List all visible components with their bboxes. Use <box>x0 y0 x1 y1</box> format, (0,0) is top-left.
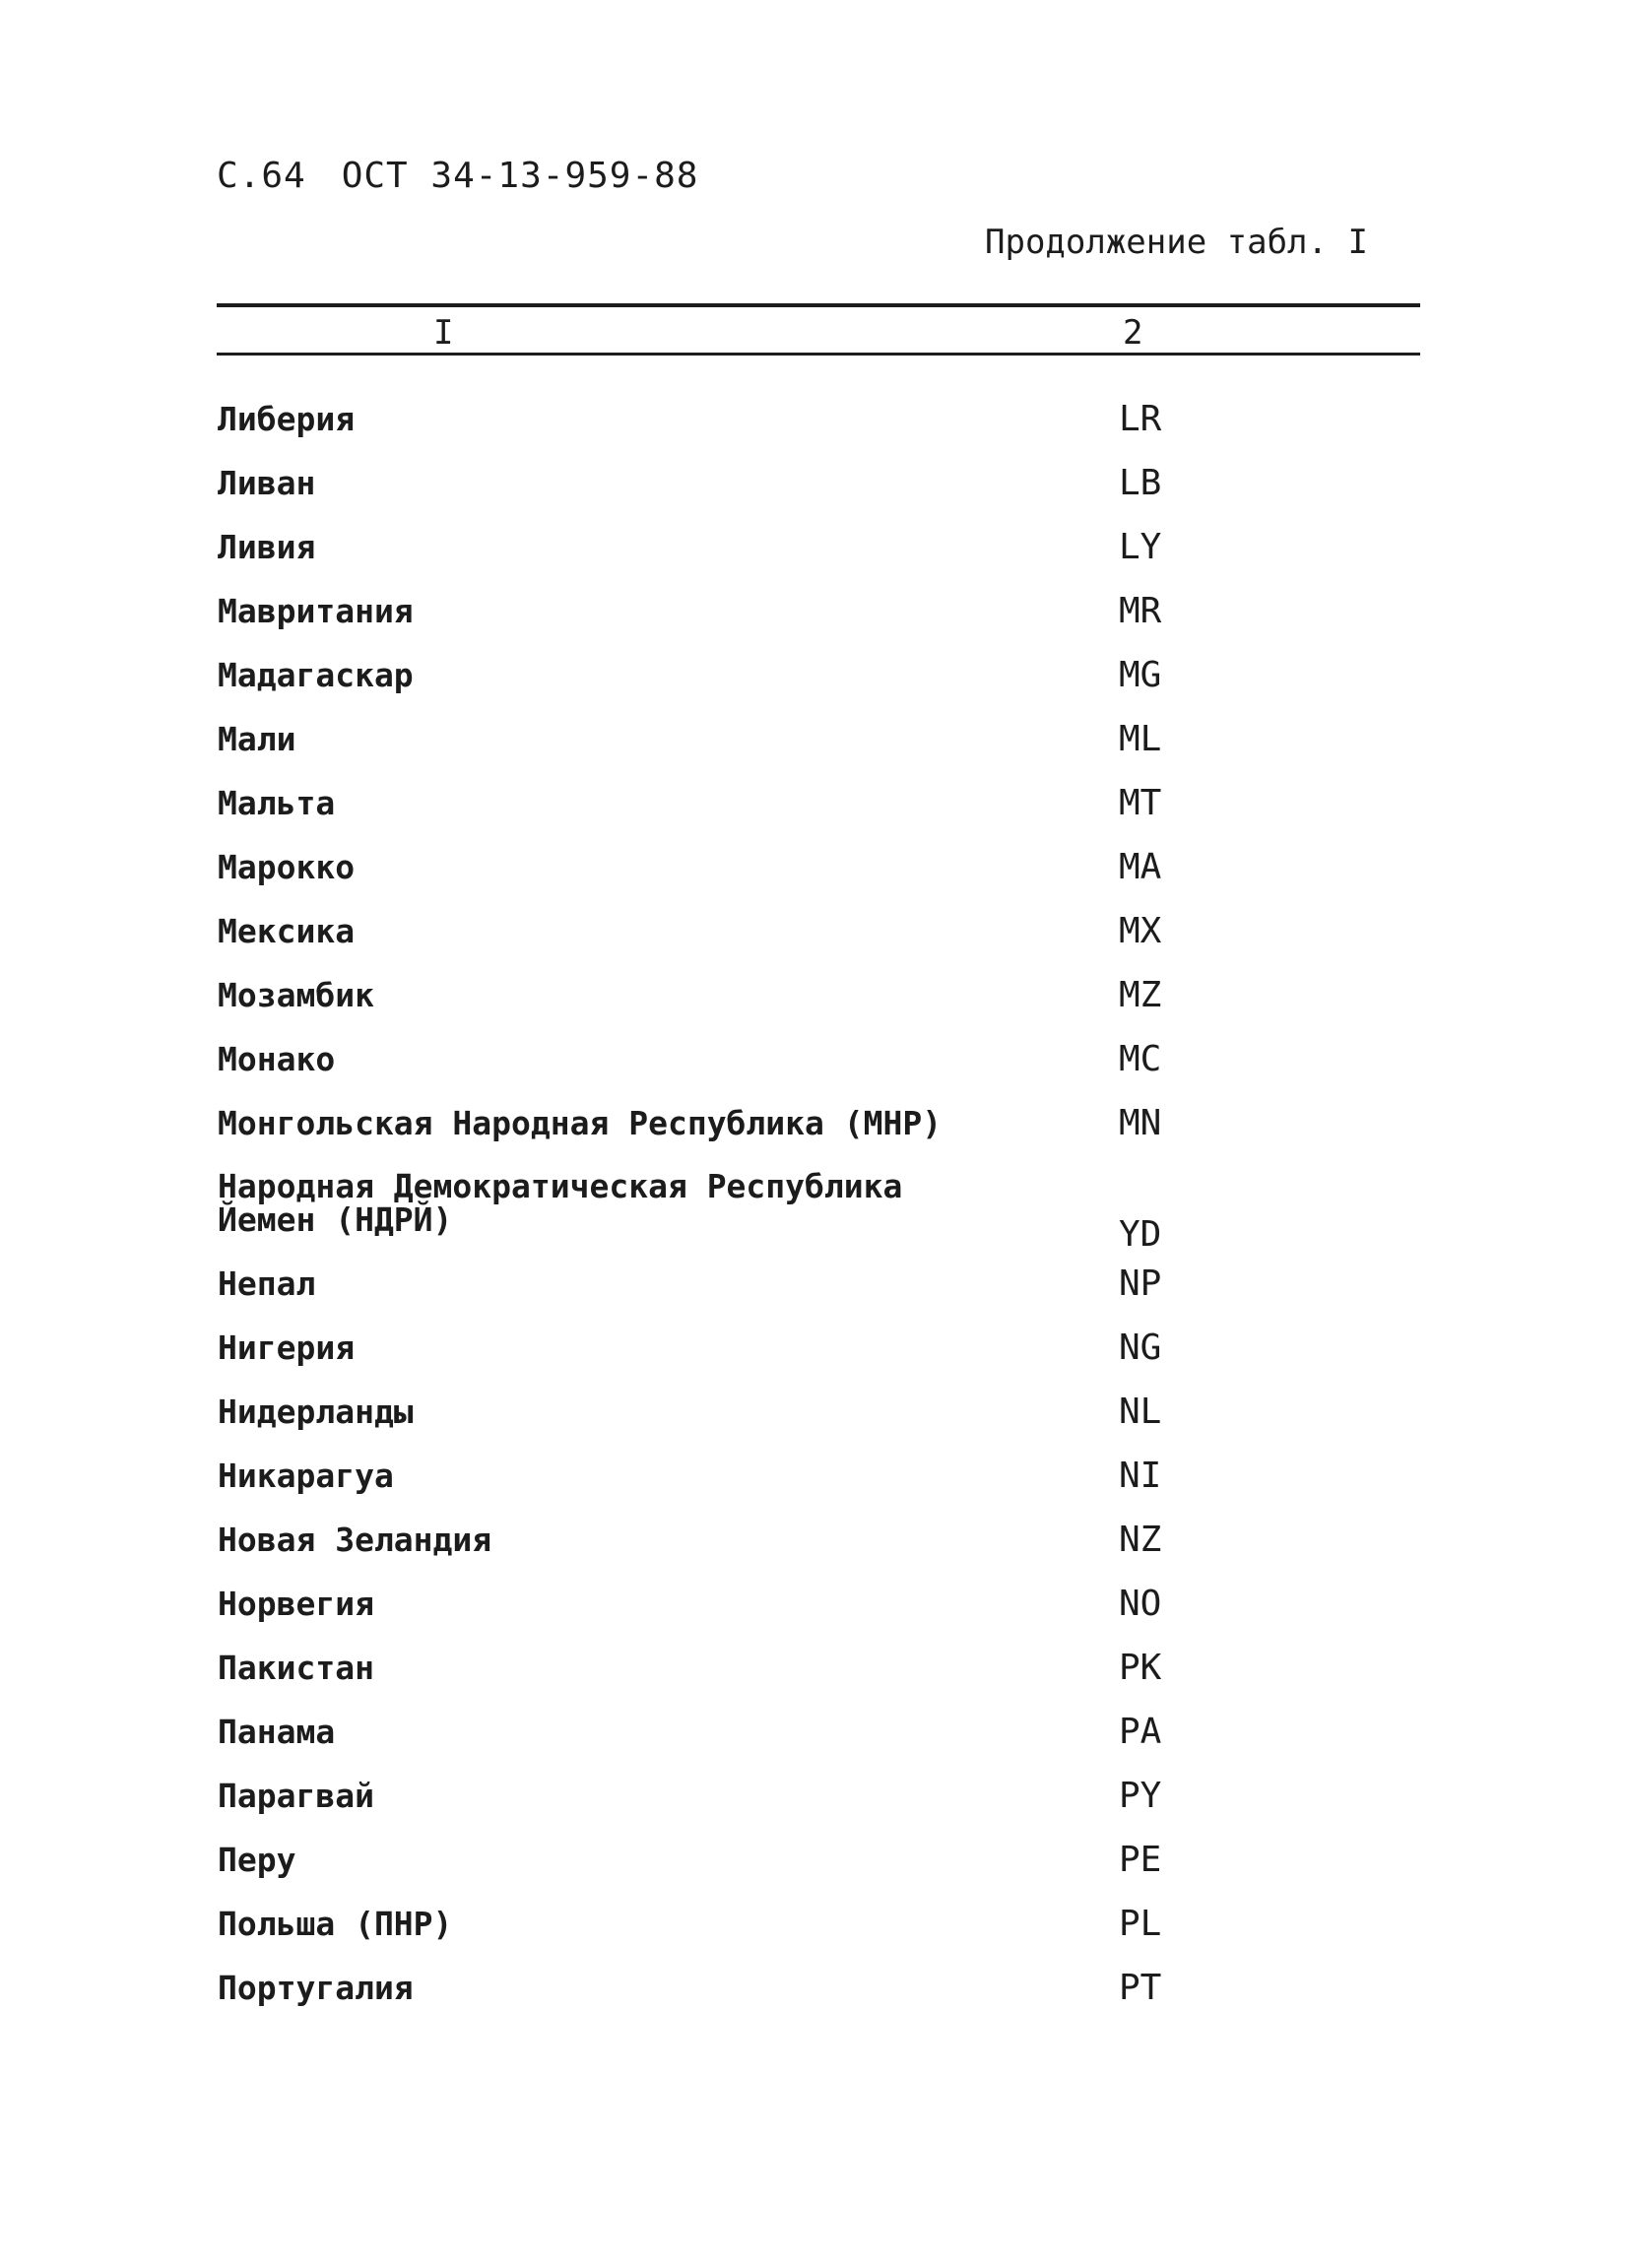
table-row <box>0 1584 1628 1646</box>
table-row <box>0 399 1628 461</box>
country-code: PA <box>1119 1712 1162 1752</box>
table-row <box>0 1776 1628 1838</box>
page-header <box>217 156 698 196</box>
country-name: Пакистан <box>218 1649 374 1687</box>
country-code: PY <box>1119 1776 1162 1816</box>
country-code: NL <box>1119 1392 1162 1432</box>
table-row <box>0 719 1628 781</box>
country-name: Мальта <box>218 784 336 822</box>
country-name: Польша (ПНР) <box>218 1905 453 1943</box>
country-name: Панама <box>218 1713 336 1751</box>
country-code: MG <box>1119 655 1162 695</box>
country-code: LR <box>1119 399 1162 439</box>
country-name: Норвегия <box>218 1585 374 1623</box>
country-name: Перу <box>218 1841 296 1879</box>
table-row <box>0 847 1628 909</box>
table-row <box>0 1103 1628 1165</box>
table-row <box>0 591 1628 653</box>
table-top-rule <box>217 303 1420 307</box>
table-row <box>0 1330 1628 1390</box>
country-code: MT <box>1119 783 1162 823</box>
country-name: Нидерланды <box>218 1393 414 1431</box>
country-name: Ливан <box>218 464 316 502</box>
table-row <box>0 1648 1628 1710</box>
table-row <box>0 1458 1628 1518</box>
country-code: LB <box>1119 463 1162 503</box>
country-code: MZ <box>1119 975 1162 1015</box>
country-code: ML <box>1119 719 1162 759</box>
country-name: Марокко <box>218 848 356 886</box>
country-code: LY <box>1119 527 1162 567</box>
table-row <box>0 527 1628 589</box>
country-name: Мали <box>218 720 296 758</box>
country-name: Парагвай <box>218 1777 374 1815</box>
country-name: Никарагуа <box>218 1457 394 1495</box>
country-code: NO <box>1119 1584 1162 1624</box>
country-code: MA <box>1119 847 1162 887</box>
table-row <box>0 783 1628 845</box>
country-code: PL <box>1119 1904 1162 1944</box>
table-row <box>0 1520 1628 1582</box>
country-code: NG <box>1119 1328 1162 1368</box>
country-code: MR <box>1119 591 1162 631</box>
table-row <box>0 655 1628 717</box>
country-name: Монако <box>218 1040 336 1078</box>
table-row <box>0 1167 1628 1255</box>
country-code: YD <box>1119 1214 1162 1255</box>
country-code: NI <box>1119 1456 1162 1496</box>
table-continuation-label: Продолжение табл. I <box>985 223 1368 262</box>
country-code: MN <box>1119 1103 1162 1143</box>
table-row <box>0 1394 1628 1454</box>
column-header-2: 2 <box>1123 313 1143 353</box>
table-row <box>0 1968 1628 2030</box>
table-header-rule <box>217 353 1420 356</box>
table-row <box>0 911 1628 973</box>
table-row <box>0 463 1628 525</box>
country-name: Непал <box>218 1264 316 1303</box>
country-name: Мадагаскар <box>218 656 414 694</box>
table-row <box>0 1840 1628 1902</box>
document-code: ОСТ 34-13-959-88 <box>341 156 699 196</box>
country-code: PK <box>1119 1648 1162 1688</box>
country-name: Мексика <box>218 912 356 950</box>
country-name: Мавритания <box>218 592 414 630</box>
table-row <box>0 1904 1628 1966</box>
country-code: NP <box>1119 1264 1162 1304</box>
country-code: NZ <box>1119 1520 1162 1560</box>
country-code: PE <box>1119 1840 1162 1880</box>
column-header-1: I <box>433 313 454 353</box>
table-row <box>0 1712 1628 1774</box>
table-row <box>0 1266 1628 1326</box>
country-code: MX <box>1119 911 1162 951</box>
table-row <box>0 1039 1628 1101</box>
country-name: Португалия <box>218 1969 414 2007</box>
country-name: Народная Демократическая Республика Йемен (НДРЙ) <box>218 1167 903 1239</box>
country-name: Ливия <box>218 528 316 566</box>
country-name: Мозамбик <box>218 976 374 1014</box>
country-name: Монгольская Народная Республика (МНР) <box>218 1104 943 1142</box>
table-row <box>0 975 1628 1037</box>
country-name: Либерия <box>218 400 356 438</box>
country-code: MC <box>1119 1039 1162 1079</box>
country-code: PT <box>1119 1968 1162 2008</box>
country-name: Нигерия <box>218 1328 356 1367</box>
country-name: Новая Зеландия <box>218 1521 492 1559</box>
page-number: С.64 <box>217 156 306 196</box>
